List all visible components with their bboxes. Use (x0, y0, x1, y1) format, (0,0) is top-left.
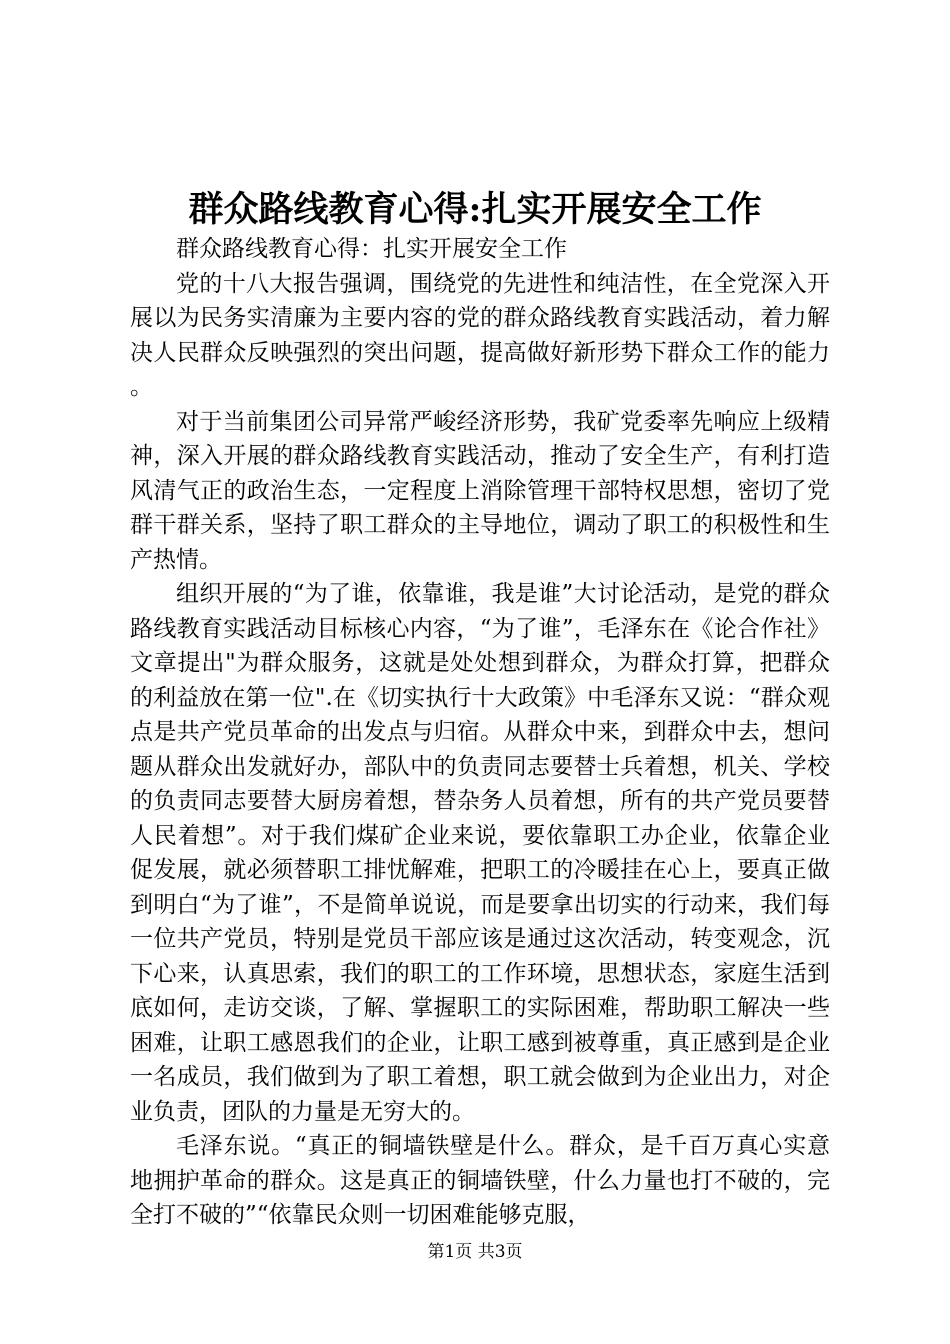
document-title: 群众路线教育心得:扎实开展安全工作 (188, 189, 762, 230)
body-paragraph: 党的十八大报告强调，围绕党的先进性和纯洁性，在全党深入开展以为民务实清廉为主要内容的党的群众路线教育实践活动，着力解决人民群众反映强烈的突出问题，提高做好新形势下群众工作的能力。 (130, 270, 830, 400)
document-body (130, 232, 830, 1233)
body-paragraph: 毛泽东说。“真正的铜墙铁壁是什么。群众，是千百万真心实意地拥护革命的群众。这是真正的铜墙铁壁，什么力量也打不破的，完全打不破的”“依靠民众则一切困难能够克服， (130, 1133, 830, 1228)
body-paragraph: 对于当前集团公司异常严峻经济形势，我矿党委率先响应上级精神，深入开展的群众路线教育实践活动，推动了安全生产，有利打造风清气正的政治生态，一定程度上消除管理干部特权思想，密切了党群干群关系，坚持了职工群众的主导地位，调动了职工的积极性和生产热情。 (130, 408, 830, 573)
subtitle-paragraph: 群众路线教育心得：扎实开展安全工作 (176, 236, 567, 262)
page-footer: 第1页 共3页 (427, 1242, 523, 1262)
body-paragraph: 组织开展的“为了谁，依靠谁，我是谁”大讨论活动，是党的群众路线教育实践活动目标核心内容，“为了谁”，毛泽东在《论合作社》文章提出"为群众服务，这就是处处想到群众，为群众打算，把群众的利益放在第一位".在《切实执行十大政策》中毛泽东又说：“群众观点是共产党员革命的出发点与归宿。从群众中来，到群众中去，想问题从群众出发就好办，部队中的负责同志要替士兵着想，机关、学校的负责同志要替大厨房着想，替杂务人员着想，所有的共产党员要替人民着想”。对于我们煤矿企业来说，要依靠职工办企业，依靠企业促发展，就必须替职工排忧解难，把职工的冷暖挂在心上，要真正做到明白“为了谁”，不是简单说说，而是要拿出切实的行动来，我们每一位共产党员，特别是党员干部应该是通过这次活动，转变观念，沉下心来，认真思索，我们的职工的工作环境，思想状态，家庭生活到底如何，走访交谈，了解、掌握职工的实际困难，帮助职工解决一些困难，让职工感恩我们的企业，让职工感到被尊重，真正感到是企业一名成员，我们做到为了职工着想，职工就会做到为企业出力，对企业负责，团队的力量是无穷大的。 (130, 581, 830, 1125)
